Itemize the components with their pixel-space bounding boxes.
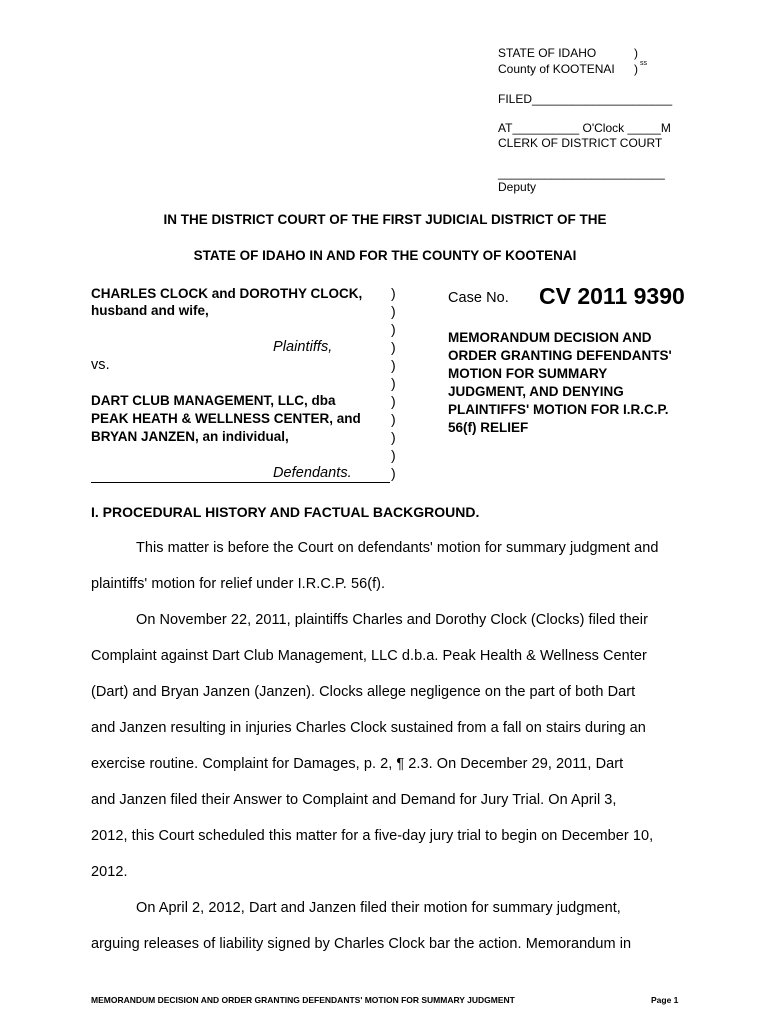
caption-paren: ) — [391, 375, 396, 391]
court-heading-line2: STATE OF IDAHO IN AND FOR THE COUNTY OF KOOTENAI — [193, 248, 577, 263]
body-line: 2012, this Court scheduled this matter for a five-day jury trial to begin on December 10, — [91, 828, 654, 844]
caption-paren: ) — [391, 411, 396, 427]
plaintiffs-label: Plaintiffs, — [273, 339, 333, 355]
plaintiffs-line2: husband and wife, — [91, 303, 209, 318]
defendants-line1: DART CLUB MANAGEMENT, LLC, dba — [91, 393, 336, 408]
court-heading-line1: IN THE DISTRICT COURT OF THE FIRST JUDICIAL DISTRICT OF THE — [163, 212, 607, 227]
stamp-paren-ss: ) — [634, 62, 638, 76]
stamp-paren: ) — [634, 46, 638, 60]
body-line: 2012. — [91, 864, 128, 880]
stamp-county: County of KOOTENAI — [498, 62, 615, 76]
stamp-at: AT__________ O'Clock _____M — [498, 121, 671, 135]
document-title-line: MEMORANDUM DECISION AND — [448, 330, 652, 345]
section-heading: I. PROCEDURAL HISTORY AND FACTUAL BACKGROUND. — [91, 504, 480, 520]
body-line: arguing releases of liability signed by Charles Clock bar the action. Memorandum in — [91, 936, 632, 952]
stamp-deputy-line: _________________________ — [498, 166, 665, 180]
case-number: CV 2011 9390 — [539, 283, 685, 309]
body-line: This matter is before the Court on defendants' motion for summary judgment and — [136, 540, 659, 556]
document-title-line: ORDER GRANTING DEFENDANTS' — [448, 348, 672, 363]
body-line: Complaint against Dart Club Management, LLC d.b.a. Peak Health & Wellness Center — [91, 648, 647, 664]
body-line: exercise routine. Complaint for Damages, p. 2, ¶ 2.3. On December 29, 2011, Dart — [91, 756, 624, 772]
caption-paren: ) — [391, 447, 396, 463]
caption-paren: ) — [391, 321, 396, 337]
stamp-state: STATE OF IDAHO — [498, 46, 597, 60]
document-title-line: MOTION FOR SUMMARY — [448, 366, 608, 381]
footer-title: MEMORANDUM DECISION AND ORDER GRANTING DEFENDANTS' MOTION FOR SUMMARY JUDGMENT — [91, 995, 515, 1005]
footer-page-number: Page 1 — [651, 995, 679, 1005]
plaintiffs-line1: CHARLES CLOCK and DOROTHY CLOCK, — [91, 286, 363, 301]
stamp-filed: FILED_____________________ — [498, 92, 673, 106]
body-line: On November 22, 2011, plaintiffs Charles and Dorothy Clock (Clocks) filed their — [136, 612, 648, 628]
stamp-clerk: CLERK OF DISTRICT COURT — [498, 136, 663, 150]
stamp-deputy: Deputy — [498, 180, 537, 194]
case-number-label: Case No. — [448, 290, 509, 306]
document-title-line: PLAINTIFFS' MOTION FOR I.R.C.P. — [448, 402, 669, 417]
document-title-line: 56(f) RELIEF — [448, 420, 529, 435]
caption-paren: ) — [391, 357, 396, 373]
caption-paren: ) — [391, 465, 396, 481]
body-line: and Janzen filed their Answer to Complaint and Demand for Jury Trial. On April 3, — [91, 792, 617, 808]
defendants-label: Defendants. — [273, 465, 352, 481]
caption-paren: ) — [391, 429, 396, 445]
document-title-line: JUDGMENT, AND DENYING — [448, 384, 624, 399]
body-line: (Dart) and Bryan Janzen (Janzen). Clocks allege negligence on the part of both Dart — [91, 684, 636, 700]
caption-underline — [91, 482, 390, 483]
caption-paren: ) — [391, 285, 396, 301]
stamp-ss: ss — [640, 60, 647, 67]
caption-paren: ) — [391, 393, 396, 409]
defendants-line3: BRYAN JANZEN, an individual, — [91, 429, 289, 444]
body-line: and Janzen resulting in injuries Charles Clock sustained from a fall on stairs during an — [91, 720, 646, 736]
defendants-line2: PEAK HEATH & WELLNESS CENTER, and — [91, 411, 361, 426]
caption-paren: ) — [391, 339, 396, 355]
versus: vs. — [91, 357, 110, 373]
body-line: On April 2, 2012, Dart and Janzen filed their motion for summary judgment, — [136, 900, 621, 916]
caption-paren: ) — [391, 303, 396, 319]
body-line: plaintiffs' motion for relief under I.R.C.P. 56(f). — [91, 576, 386, 592]
